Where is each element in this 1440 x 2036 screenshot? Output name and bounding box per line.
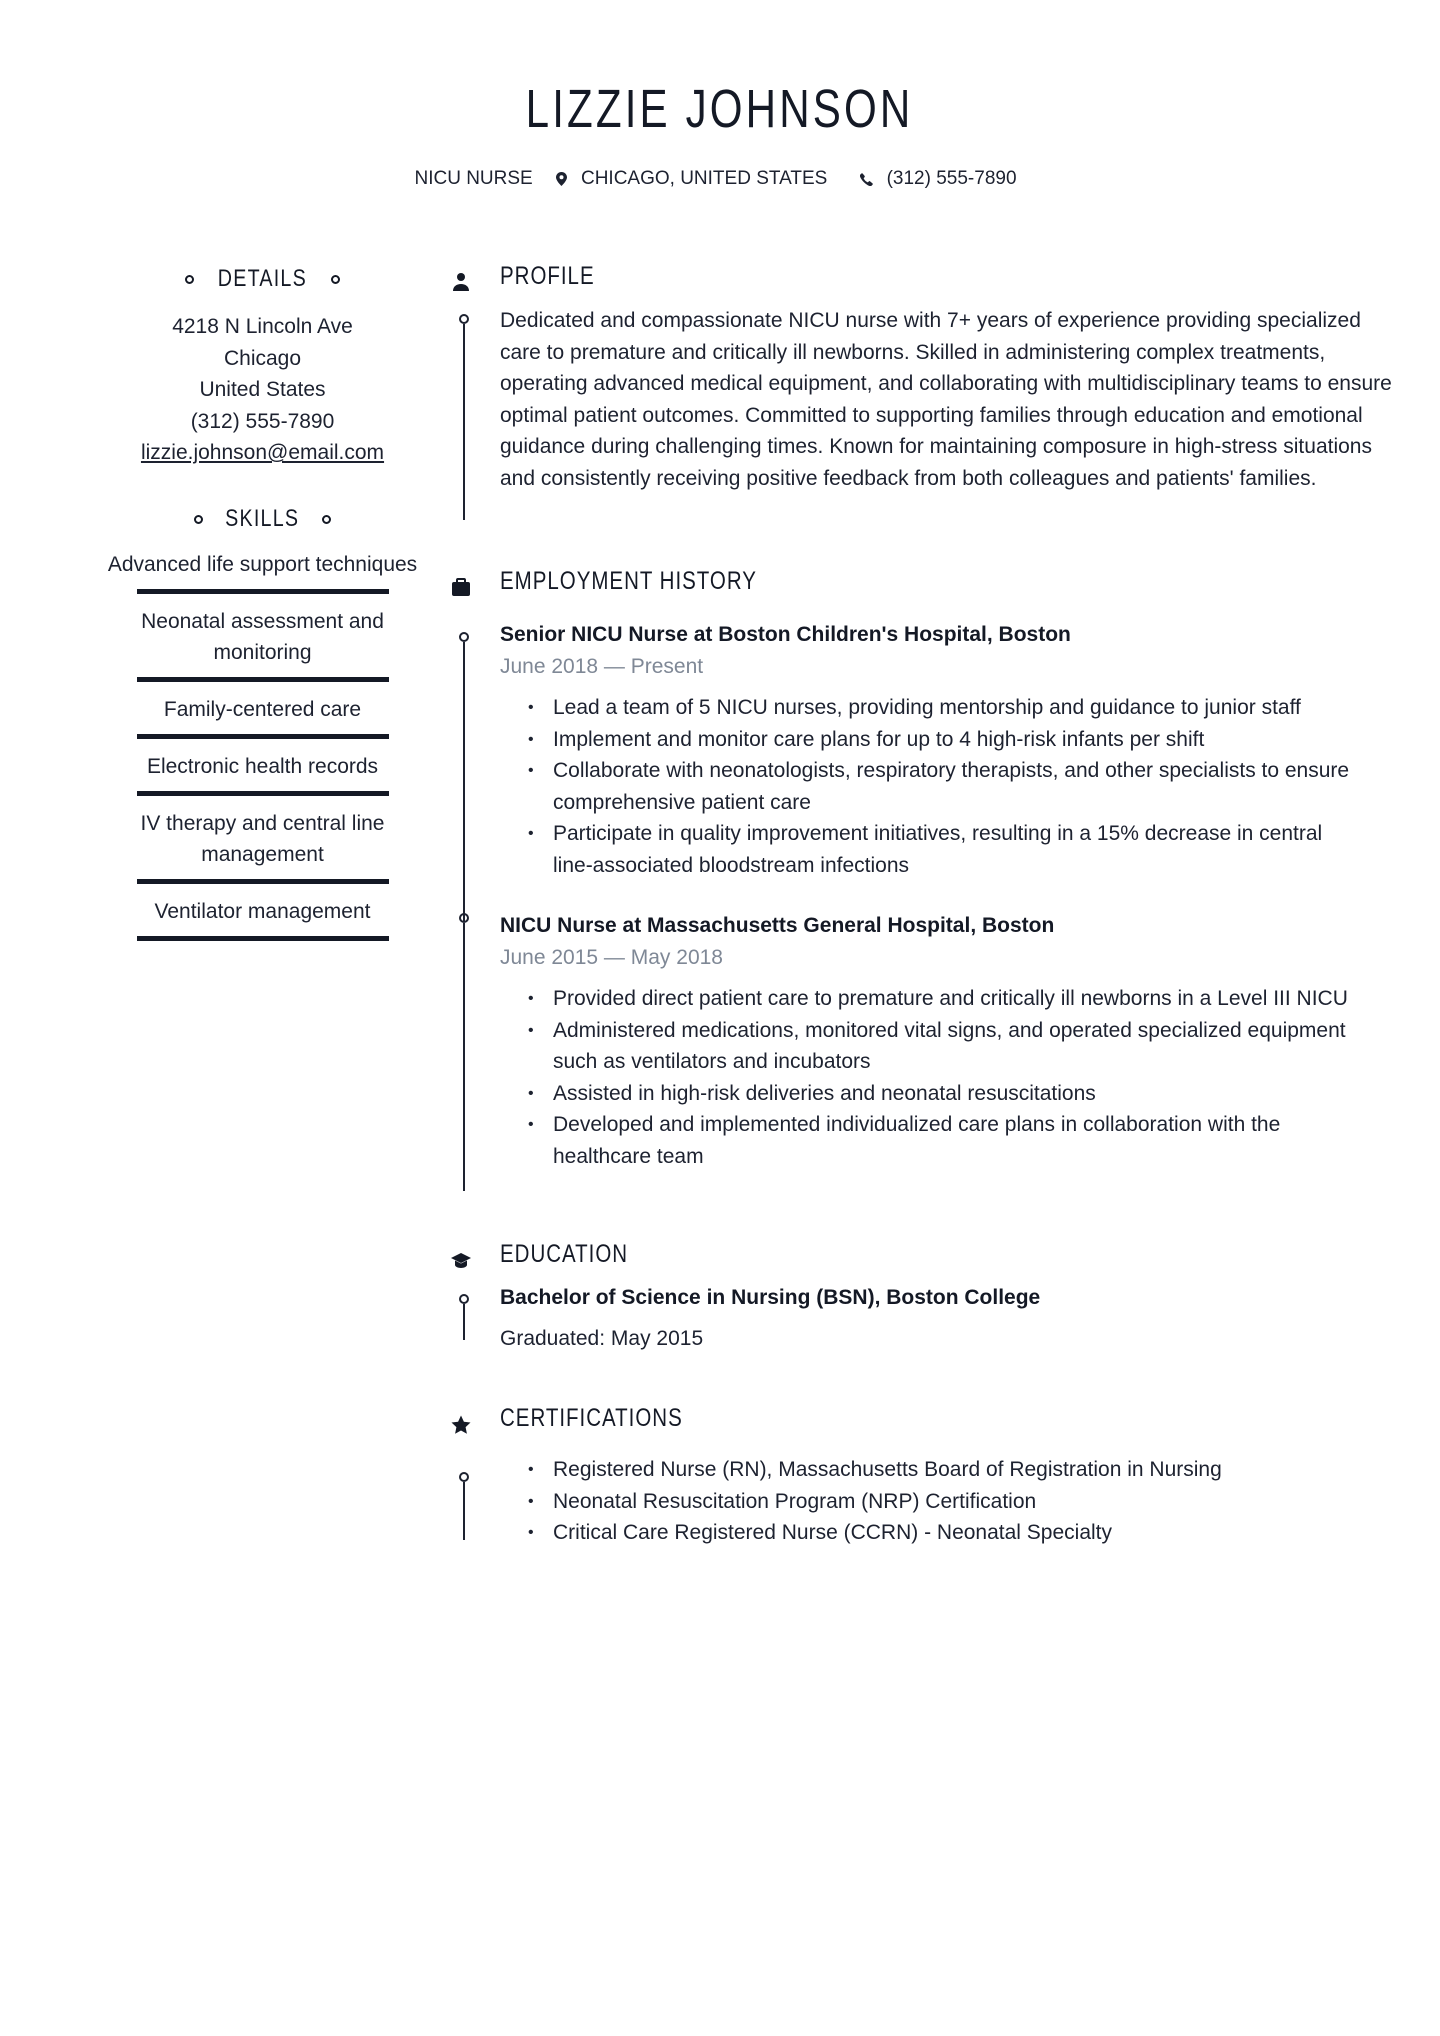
skills-section bbox=[95, 505, 430, 953]
star-icon bbox=[450, 1414, 472, 1436]
details-address: 4218 N Lincoln Ave bbox=[172, 315, 353, 338]
timeline-marker bbox=[458, 1294, 470, 1340]
employment-heading: EMPLOYMENT HISTORY bbox=[500, 567, 757, 595]
circle-bullet-icon bbox=[331, 275, 340, 284]
job-entry bbox=[500, 619, 1360, 881]
skill-list bbox=[95, 549, 430, 941]
skill-item bbox=[95, 896, 430, 941]
user-icon bbox=[450, 271, 472, 293]
location-item bbox=[556, 168, 842, 189]
job-bullets bbox=[500, 692, 1360, 881]
job-entry bbox=[500, 910, 1360, 1172]
job-bullet: • Lead a team of 5 NICU nurses, providing mentorship and guidance to junior staff bbox=[553, 692, 1360, 724]
skill-label: Ventilator management bbox=[154, 900, 371, 923]
profile-heading: PROFILE bbox=[500, 262, 595, 290]
job-bullet: • Collaborate with neonatologists, respiratory therapists, and other specialists to ensure comprehensive patient care bbox=[553, 755, 1360, 818]
details-heading-text: DETAILS bbox=[217, 265, 308, 292]
education-entry bbox=[500, 1282, 1360, 1354]
skill-level-bar bbox=[137, 879, 389, 884]
skill-item bbox=[95, 694, 430, 739]
skill-item bbox=[95, 808, 430, 884]
profile-section bbox=[440, 262, 1392, 522]
certification-item: • Registered Nurse (RN), Massachusetts Board of Registration in Nursing bbox=[553, 1454, 1360, 1486]
timeline-marker bbox=[458, 314, 470, 520]
certifications-heading: CERTIFICATIONS bbox=[500, 1404, 683, 1432]
details-section bbox=[95, 265, 430, 469]
skills-heading-text: SKILLS bbox=[225, 505, 300, 532]
phone-icon bbox=[860, 173, 873, 186]
details-email-link[interactable]: lizzie.johnson@email.com bbox=[140, 441, 385, 464]
circle-bullet-icon bbox=[194, 515, 203, 524]
education-section bbox=[440, 1240, 1360, 1360]
details-phone: (312) 555-7890 bbox=[190, 409, 335, 433]
details-heading bbox=[95, 265, 430, 293]
timeline-marker bbox=[458, 913, 470, 1191]
skill-level-bar bbox=[137, 589, 389, 594]
details-country: United States bbox=[199, 378, 326, 401]
timeline-marker bbox=[458, 632, 470, 922]
job-bullet: • Implement and monitor care plans for up to 4 high-risk infants per shift bbox=[553, 724, 1360, 756]
skill-level-bar bbox=[137, 791, 389, 796]
phone-item bbox=[860, 168, 1026, 189]
skill-item bbox=[95, 751, 430, 796]
circle-bullet-icon bbox=[185, 275, 194, 284]
skill-level-bar bbox=[137, 677, 389, 682]
graduation-cap-icon bbox=[450, 1250, 472, 1272]
profile-summary: Dedicated and compassionate NICU nurse with 7+ years of experience providing specialized care to premature and critically ill newborns. Skilled in administering complex treatments, operating advanced medical equipment, and collaborating with multidisciplinary teams to ensure optimal patient outcomes. Committed to supporting families through education and emotional guidance during challenging times. Known for maintaining composure in high-stress situations and consistently receiving positive feedback from both colleagues and patients' families. bbox=[500, 309, 1392, 490]
graduation-date: Graduated: May 2015 bbox=[500, 1326, 704, 1350]
job-bullets bbox=[500, 983, 1360, 1172]
skill-level-bar bbox=[137, 936, 389, 941]
skill-label: Neonatal assessment and monitoring bbox=[141, 610, 384, 664]
briefcase-icon bbox=[450, 576, 472, 598]
job-title: NICU NURSE bbox=[414, 168, 533, 189]
job-bullet: • Provided direct patient care to premature and critically ill newborns in a Level III NICU bbox=[553, 983, 1360, 1015]
education-heading: EDUCATION bbox=[500, 1240, 629, 1268]
employment-section bbox=[440, 567, 1360, 1207]
map-pin-icon bbox=[556, 172, 567, 186]
certification-item: • Critical Care Registered Nurse (CCRN) - Neonatal Specialty bbox=[553, 1517, 1360, 1549]
skill-label: Family-centered care bbox=[163, 698, 362, 721]
skill-label: IV therapy and central line management bbox=[140, 812, 385, 866]
phone-text: (312) 555-7890 bbox=[886, 168, 1017, 189]
job-dates: June 2018 — Present bbox=[500, 654, 704, 678]
header-subline bbox=[0, 168, 1440, 190]
candidate-name: LIZZIE JOHNSON bbox=[526, 79, 914, 139]
circle-bullet-icon bbox=[322, 515, 331, 524]
location-text: CHICAGO, UNITED STATES bbox=[580, 168, 828, 189]
job-bullet: • Administered medications, monitored vital signs, and operated specialized equipment such as ventilators and incubators bbox=[553, 1015, 1360, 1078]
job-title: NICU Nurse at Massachusetts General Hospital, Boston bbox=[500, 914, 1055, 937]
timeline-marker bbox=[458, 1472, 470, 1540]
resume-header bbox=[0, 78, 1440, 140]
job-title: Senior NICU Nurse at Boston Children's Hospital, Boston bbox=[500, 623, 1071, 646]
certification-list bbox=[500, 1454, 1360, 1549]
certifications-entry bbox=[500, 1454, 1360, 1549]
job-dates: June 2015 — May 2018 bbox=[500, 945, 723, 969]
degree-title: Bachelor of Science in Nursing (BSN), Boston College bbox=[500, 1286, 1041, 1309]
skill-label: Advanced life support techniques bbox=[107, 553, 418, 576]
certifications-section bbox=[440, 1404, 1360, 1554]
skill-item bbox=[95, 606, 430, 682]
skills-heading bbox=[95, 505, 430, 533]
job-bullet: • Participate in quality improvement initiatives, resulting in a 15% decrease in central line-associated bloodstream infections bbox=[553, 818, 1360, 881]
job-bullet: • Assisted in high-risk deliveries and neonatal resuscitations bbox=[553, 1078, 1360, 1110]
certification-item: • Neonatal Resuscitation Program (NRP) Certification bbox=[553, 1486, 1360, 1518]
details-city: Chicago bbox=[223, 346, 302, 370]
skill-item bbox=[95, 549, 430, 594]
skill-level-bar bbox=[137, 734, 389, 739]
skill-label: Electronic health records bbox=[146, 755, 379, 778]
job-bullet: • Developed and implemented individualized care plans in collaboration with the healthcare team bbox=[553, 1109, 1360, 1172]
